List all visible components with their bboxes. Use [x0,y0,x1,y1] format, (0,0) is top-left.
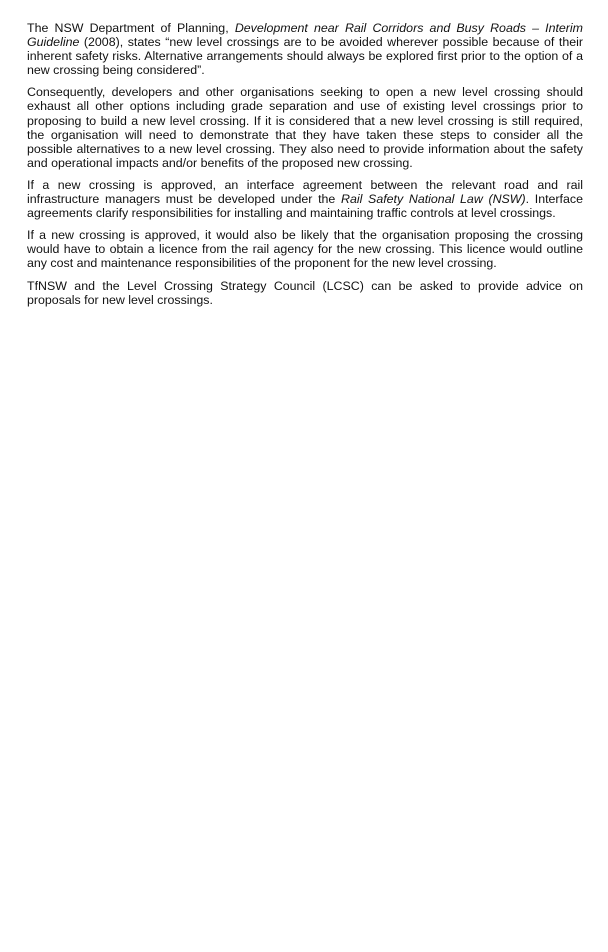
paragraph-text: The NSW Department of Planning, [27,21,235,35]
paragraph-text: If a new crossing is approved, an interface agreement between the relevant road and rail infrastructure managers must be developed under the [27,177,583,207]
document-page [27,21,583,315]
paragraph-text: TfNSW and the Level Crossing Strategy Council (LCSC) can be asked to provide advice on proposals for new level crossings. [27,278,583,307]
paragraph-text: If a new crossing is approved, it would also be likely that the organisation proposing the crossing would have to obtain a licence from the rail agency for the new crossing. This licence would outline any cost and maintenance responsibilities of the proponent for the new level crossing. [27,228,583,271]
paragraph-advice [27,279,583,307]
paragraph-planning-guideline [27,21,583,77]
paragraph-text: (2008), states “new level crossings are to be avoided wherever possible because of their inherent safety risks. Alternative arrangements should always be explored first prior to the option of a new crossing being considered”. [27,35,583,78]
paragraph-alternatives [27,85,583,170]
paragraph-text: . Interface agreements clarify responsibilities for installing and maintaining traffic controls at level crossings. [27,192,583,221]
paragraph-interface-agreement [27,178,583,220]
paragraph-licence [27,228,583,270]
law-title: Rail Safety National Law (NSW) [341,192,526,207]
guideline-title: Development near Rail Corridors and Busy Roads – Interim Guideline [27,21,583,50]
paragraph-text: Consequently, developers and other organisations seeking to open a new level crossing should exhaust all other options including grade separation and use of existing level crossings prior to proposing to build a new level crossing. If it is considered that a new level crossing is still required, the organisation will need to demonstrate that they have taken these steps to consider all the possible alternatives to a new level crossing. They also need to provide information about the safety and operational impacts and/or benefits of the proposed new crossing. [27,85,583,170]
